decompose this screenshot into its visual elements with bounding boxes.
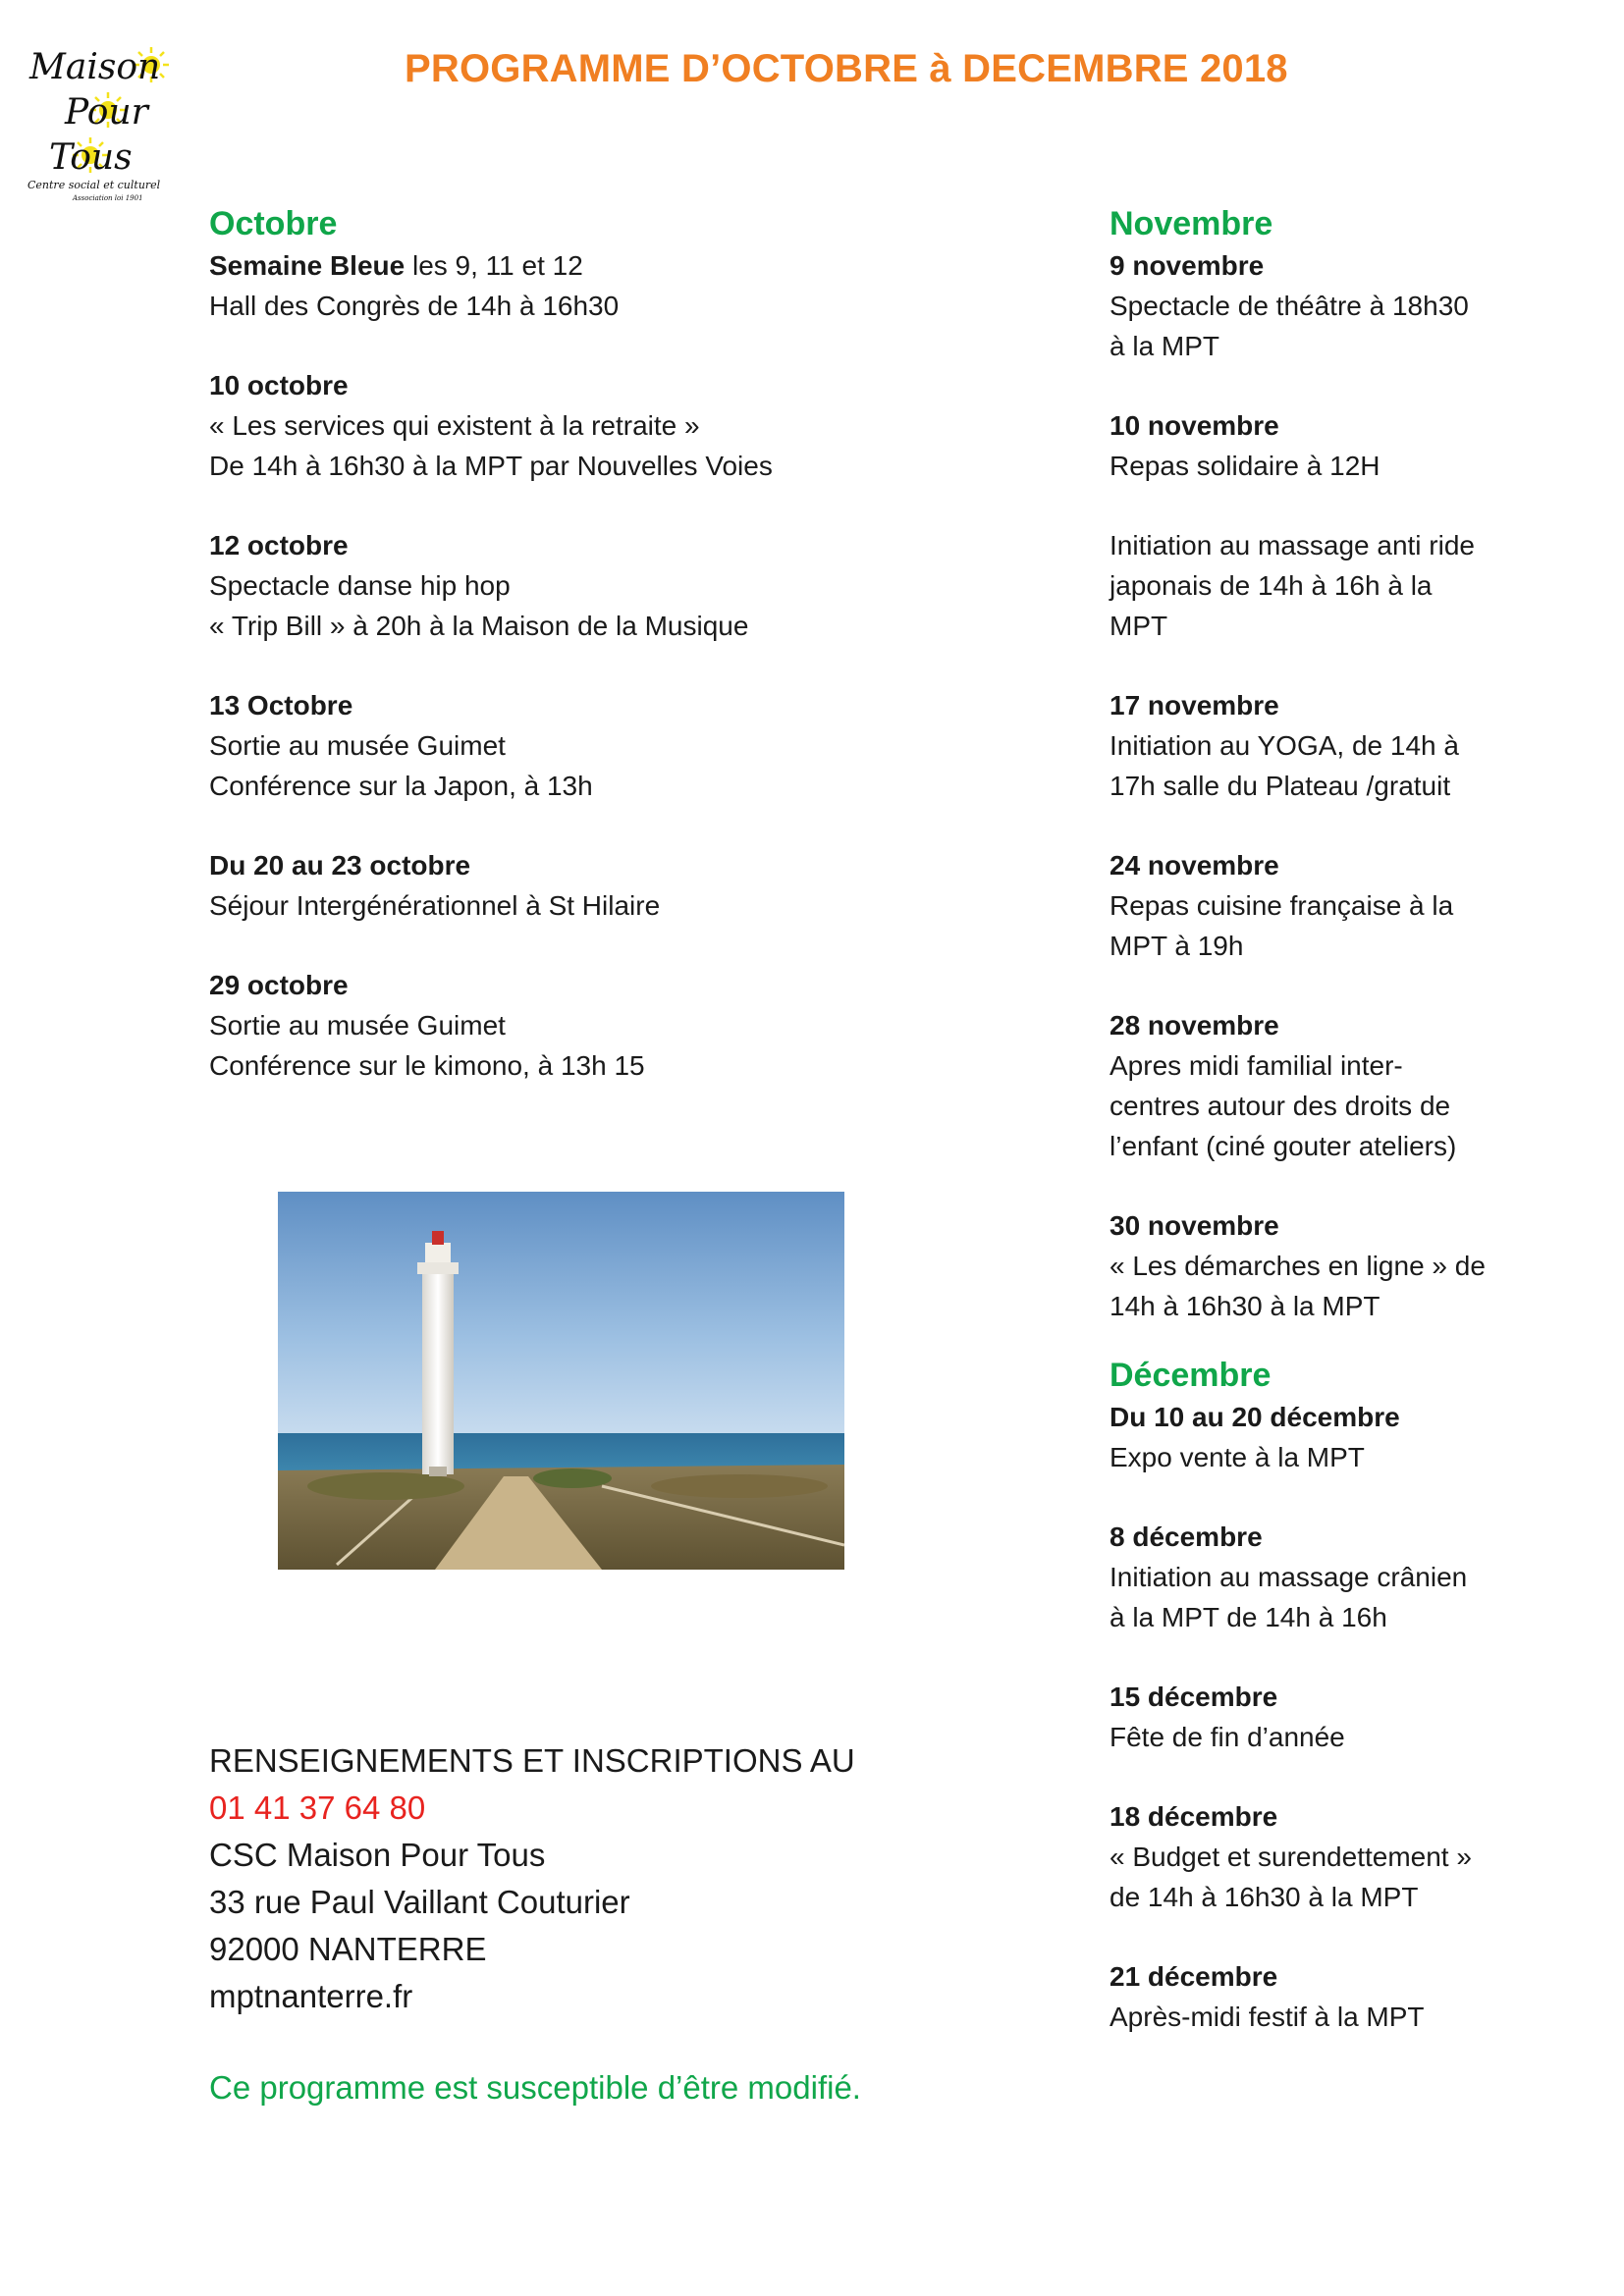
event-date: 8 décembre (1110, 1522, 1263, 1552)
event-date: 28 novembre (1110, 1010, 1279, 1041)
event-line: Spectacle danse hip hop (209, 570, 511, 601)
event-item (1110, 1397, 1542, 1477)
event-date: 17 novembre (1110, 690, 1279, 721)
event-line: « Les services qui existent à la retraite » (209, 410, 700, 441)
event-item (209, 965, 916, 1086)
event-date: Du 20 au 23 octobre (209, 850, 471, 881)
event-line: japonais de 14h à 16h à la (1110, 570, 1433, 601)
svg-text:Maison: Maison (29, 47, 161, 87)
event-item (1110, 1796, 1542, 1917)
event-date: 10 novembre (1110, 410, 1279, 441)
contact-heading: RENSEIGNEMENTS ET INSCRIPTIONS AU (209, 1742, 855, 1779)
event-item (1110, 1677, 1542, 1757)
event-line: MPT (1110, 611, 1168, 641)
event-item (1110, 405, 1542, 486)
svg-text:Centre social et culturel: Centre social et culturel (27, 179, 161, 191)
event-line: Sortie au musée Guimet (209, 730, 506, 761)
event-date: 21 décembre (1110, 1961, 1278, 1992)
november-december-column (1110, 204, 1542, 2076)
event-line: Fête de fin d’année (1110, 1722, 1345, 1752)
event-item (209, 365, 916, 486)
event-lead: Semaine Bleue (209, 250, 406, 281)
event-line: 14h à 16h30 à la MPT (1110, 1291, 1380, 1321)
event-line: Spectacle de théâtre à 18h30 (1110, 291, 1469, 321)
event-item (1110, 1517, 1542, 1637)
event-date: 30 novembre (1110, 1210, 1279, 1241)
october-column (209, 204, 916, 1125)
event-line: Apres midi familial inter- (1110, 1050, 1403, 1081)
contact-website[interactable]: mptnanterre.fr (209, 1978, 413, 2014)
event-line: Hall des Congrès de 14h à 16h30 (209, 291, 620, 321)
contact-phone[interactable]: 01 41 37 64 80 (209, 1789, 426, 1826)
event-line: « Trip Bill » à 20h à la Maison de la Musique (209, 611, 749, 641)
october-heading: Octobre (209, 205, 338, 242)
event-item (1110, 685, 1542, 806)
contact-city: 92000 NANTERRE (209, 1931, 487, 1967)
event-line: à la MPT (1110, 331, 1220, 361)
event-date: 18 décembre (1110, 1801, 1278, 1832)
event-item (1110, 1205, 1542, 1326)
svg-text:Tous: Tous (49, 137, 133, 178)
maison-pour-tous-logo (22, 39, 198, 206)
event-line: Initiation au YOGA, de 14h à (1110, 730, 1459, 761)
event-date: 24 novembre (1110, 850, 1279, 881)
event-item (209, 845, 916, 926)
event-line: Après-midi festif à la MPT (1110, 2002, 1425, 2032)
event-line: Expo vente à la MPT (1110, 1442, 1365, 1472)
event-line: Séjour Intergénérationnel à St Hilaire (209, 890, 661, 921)
event-line: Repas cuisine française à la (1110, 890, 1454, 921)
event-line: Conférence sur le kimono, à 13h 15 (209, 1050, 645, 1081)
event-item (1110, 245, 1542, 366)
event-date: 13 Octobre (209, 690, 353, 721)
svg-text:Pour: Pour (65, 92, 148, 133)
event-line: De 14h à 16h30 à la MPT par Nouvelles Voies (209, 451, 773, 481)
event-item (1110, 1956, 1542, 2037)
event-date: 12 octobre (209, 530, 349, 561)
event-line: « Budget et surendettement » (1110, 1842, 1472, 1872)
event-line: 17h salle du Plateau /gratuit (1110, 771, 1451, 801)
november-heading: Novembre (1110, 205, 1273, 242)
page-title: PROGRAMME D’OCTOBRE à DECEMBRE 2018 (405, 47, 1288, 90)
svg-text:Association loi 1901: Association loi 1901 (73, 194, 143, 202)
contact-organization: CSC Maison Pour Tous (209, 1837, 546, 1873)
event-item (209, 525, 916, 646)
event-line: centres autour des droits de (1110, 1091, 1451, 1121)
event-line: Repas solidaire à 12H (1110, 451, 1380, 481)
event-line: Initiation au massage anti ride (1110, 530, 1475, 561)
event-line: « Les démarches en ligne » de (1110, 1251, 1486, 1281)
event-line: Initiation au massage crânien (1110, 1562, 1468, 1592)
lighthouse-photo (278, 1192, 844, 1570)
event-item (209, 685, 916, 806)
event-date: 10 octobre (209, 370, 349, 400)
event-item (1110, 1005, 1542, 1166)
event-line: l’enfant (ciné gouter ateliers) (1110, 1131, 1457, 1161)
event-date: 29 octobre (209, 970, 349, 1000)
contact-street: 33 rue Paul Vaillant Couturier (209, 1884, 630, 1920)
event-item (1110, 525, 1542, 646)
event-date: Du 10 au 20 décembre (1110, 1402, 1400, 1432)
event-date: 9 novembre (1110, 250, 1265, 281)
event-line: MPT à 19h (1110, 931, 1244, 961)
event-lead-rest: les 9, 11 et 12 (405, 250, 583, 281)
december-heading: Décembre (1110, 1357, 1272, 1394)
event-item (1110, 845, 1542, 966)
event-line: Conférence sur la Japon, à 13h (209, 771, 593, 801)
event-line: à la MPT de 14h à 16h (1110, 1602, 1387, 1632)
event-line: Sortie au musée Guimet (209, 1010, 506, 1041)
event-item (209, 245, 916, 326)
event-date: 15 décembre (1110, 1682, 1278, 1712)
contact-block (209, 1737, 955, 2020)
modification-notice: Ce programme est susceptible d’être modifié. (209, 2069, 861, 2106)
event-line: de 14h à 16h30 à la MPT (1110, 1882, 1419, 1912)
